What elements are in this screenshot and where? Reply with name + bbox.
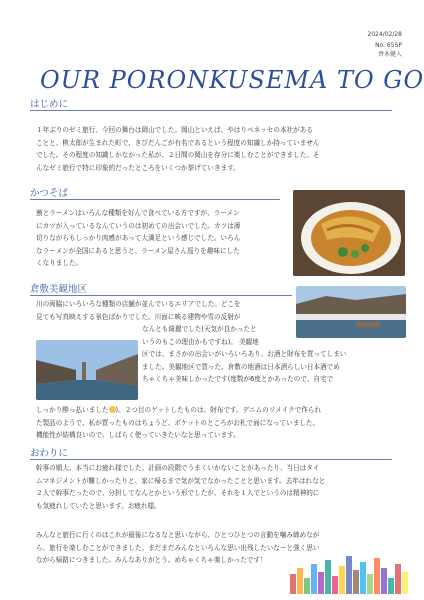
page-title: OUR PORONKUSEMA TO GO (40, 66, 424, 94)
decorative-skyline-icon (290, 548, 410, 594)
canal-street-icon (36, 340, 138, 400)
section-heading-intro: はじめに (30, 99, 69, 110)
katsusoba-paragraph: 割とラーメンはいろんな種類を好んで食べている方ですが、ラーメン にカツが入っているなんていうのは初めての出会いでした。カツは薄 切りながらもしっかり肉感があって大満足という感じでした。いろん なラーメンが全国にあると思うと、ラーメン屋さん巡りを趣味にした くなりました。 (36, 209, 241, 267)
kurashiki-paragraph-bottom: しっかり酔っ払いました )。２つ目のゲットしたものは、財布です。デニムのリメイクで作られ た製品のようで、私が買ったものはちょうど、ポケットのところがお札で面になっていました。 機能性が結構良いので、しばらく使っていきたいなと思っています。 (36, 406, 322, 439)
heading-underline (30, 459, 392, 460)
kurashiki-paragraph-top: 川の両脇にいろいろな種類の店舗が並んでいるエリアでした。どこを 見ても写真映えする景色ばかりでした。川面に映る建物や雪の反射が (36, 300, 241, 321)
kurashiki-paragraph-middle: なんとも綺麗でした(天気が良かったと いうのもこの理由かもですね)。 美観地 区では、まさかの出会いがいろいろあり、お酒と財布を買ってしまい ました。美観地区で買った、倉敷の地酒は日本酒らしい日本酒でめ ちゃくちゃ美味しかったです(度数が6度とかあったので、自宅で (142, 325, 347, 383)
grinning-emoji-icon (109, 406, 116, 413)
closing-paragraph-1: 幹事の順大、本当にお疲れ様でした。計画の段階でうまくいかないことがあったり、当日はタイ ムマネジメントが難しかったりと、家に帰るまで気が気でなかったことと思います。去年はれなと ２人で幹事だったので、分担してなんとかという形でしたが、それを１人でというのは精神的に も気疲れしていたと思います。お疲れ様。 (36, 464, 326, 510)
author-name: 齊木健人 (377, 51, 402, 58)
closing-paragraph-2: みんなと旅行に行くのはこれが最後になるなと思いながら、ひとつひとつの言動を噛み締めなが ら、旅行を楽しむことができました。まだまだみんなといろんな思い出残したいなーと強く思い ながら帰路につきました。みんなありがとう。めちゃくちゃ楽しかったです！ (36, 531, 320, 564)
section-heading-katsusoba: かつそば (30, 188, 69, 199)
heading-underline (30, 199, 280, 200)
issue-date: 2024/02/28 (367, 31, 402, 38)
section-heading-kurashiki: 倉敷美観地区 (30, 284, 88, 295)
kurashiki-canal-photo-2 (36, 340, 138, 400)
intro-paragraph: １年ぶりのゼミ旅行、今回の舞台は岡山でした。岡山といえば、やはりベネッセの本社がある ことと、桃太郎が生まれた町で、きびだんごが有名であるという程度の知識しか持っていません でした。その程度の知識しかなかった私が、２日間の岡山を存分に楽しむことができました。そ んなゼミ旅行で特に印象的だったところをいくつか挙げていきます。 (36, 126, 320, 172)
ramen-bowl-icon (293, 190, 405, 276)
issue-number: No. 65SP (375, 42, 402, 49)
heading-underline (30, 110, 392, 111)
heading-underline (30, 295, 292, 296)
section-heading-closing: おわりに (30, 448, 69, 459)
katsusoba-photo (293, 190, 405, 276)
